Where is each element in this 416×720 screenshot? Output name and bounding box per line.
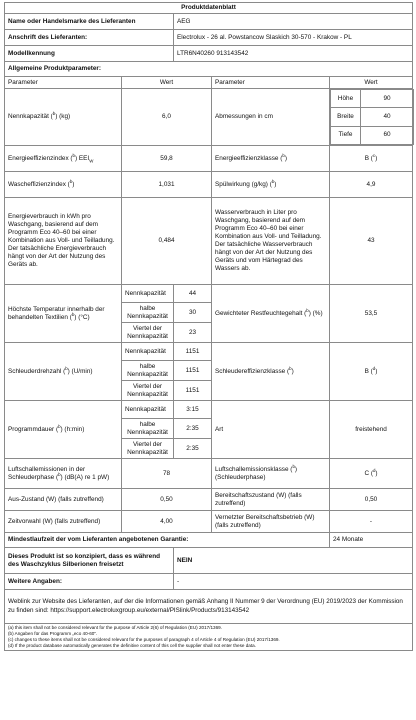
load-label-half: halbe Nennkapazität (122, 303, 174, 323)
supplier-address-label: Anschrift des Lieferanten: (5, 30, 174, 46)
type-label: Art (212, 401, 330, 459)
col-header-parameter-2: Parameter (212, 77, 330, 89)
dimension-width-label: Breite (331, 108, 361, 126)
col-header-wert: Wert (122, 77, 212, 89)
wash-index-value: 1,031 (122, 172, 212, 198)
energy-class-label: Energieeffizienzklasse ($^b$) (212, 146, 330, 172)
spin-class-value: B ($^d$) (330, 343, 413, 401)
further-info-value: - (174, 574, 413, 590)
col-header-parameter: Parameter (5, 77, 122, 89)
energy-consumption-value: 0,484 (122, 198, 212, 285)
max-temp-label: Höchste Temperatur innerhalb der behandelten Textilien ($^b$) (°C) (5, 285, 122, 343)
footnote-b: (b) Angaben für das Programm „eco 40-60". (8, 630, 98, 636)
networked-standby-label: Vernetzter Bereitschaftsbetrieb (W) (falls zutreffend) (212, 511, 330, 533)
load-label-quarter-2: Viertel der Nennkapazität (122, 381, 174, 401)
load-label-full-2: Nennkapazität (122, 343, 174, 361)
footnote-d: (d) If the product database automatically generates the definitive content of this cell the supplier shall not enter these data. (8, 642, 256, 648)
duration-half: 2:35 (174, 419, 212, 439)
further-info-label: Weitere Angaben: (5, 574, 174, 590)
delay-start-label: Zeitvorwahl (W) (falls zutreffend) (5, 511, 122, 533)
rinse-value: 4,9 (330, 172, 413, 198)
supplier-address-value: Electrolux - 26 al. Powstancow Slaskich 30-570 - Krakow - PL (174, 30, 413, 46)
water-consumption-value: 43 (330, 198, 413, 285)
energy-consumption-label: Energieverbrauch in kWh pro Waschgang, basierend auf dem Programm Eco 40–60 bei einer Kombination aus Voll- und Teilladung. Der tatsächliche Energieverbrauch hängt von der Art der Nutzung des Geräts ab. (5, 198, 122, 285)
load-label-quarter: Viertel der Nennkapazität (122, 323, 174, 343)
capacity-value: 6,0 (122, 89, 212, 146)
model-id-value: LTR6N40260 913143542 (174, 46, 413, 62)
eei-label: Energieeffizienzindex ($^b$) $EEI_W$ (5, 146, 122, 172)
sheet-title: Produktdatenblatt (5, 3, 413, 14)
model-id-label: Modellkennung (5, 46, 174, 62)
moisture-label: Gewichteter Restfeuchtegehalt ($^b$) (%) (212, 285, 330, 343)
off-mode-value: 0,50 (122, 489, 212, 511)
product-sheet-table (4, 2, 413, 651)
spin-speed-full: 1151 (174, 343, 212, 361)
rinse-label: Spülwirkung (g/kg) ($^b$) (212, 172, 330, 198)
spin-speed-quarter: 1151 (174, 381, 212, 401)
supplier-name-label: Name oder Handelsmarke des Lieferanten (5, 14, 174, 30)
noise-label: Luftschallemissionen in der Schleuderphase ($^b$) (dB(A) re 1 pW) (5, 459, 122, 489)
max-temp-quarter: 23 (174, 323, 212, 343)
warranty-label: Mindestlaufzeit der vom Lieferanten angebotenen Garantie: (5, 533, 330, 548)
duration-label: Programmdauer ($^b$) (h:min) (5, 401, 122, 459)
energy-class-value: B ($^c$) (330, 146, 413, 172)
supplier-name-value: AEG (174, 14, 413, 30)
dimension-height-label: Höhe (331, 90, 361, 108)
moisture-value: 53,5 (330, 285, 413, 343)
off-mode-label: Aus-Zustand (W) (falls zutreffend) (5, 489, 122, 511)
delay-start-value: 4,00 (122, 511, 212, 533)
max-temp-half: 30 (174, 303, 212, 323)
dimension-depth-label: Tiefe (331, 126, 361, 144)
noise-class-value: C ($^d$) (330, 459, 413, 489)
wash-index-label: Wascheffizienzindex ($^b$) (5, 172, 122, 198)
noise-class-label: Luftschallemissionsklasse ($^b$) (Schleuderphase) (212, 459, 330, 489)
spin-speed-half: 1151 (174, 361, 212, 381)
silver-ion-label: Dieses Produkt ist so konzipiert, dass es während des Waschzyklus Silberionen freisetzt (5, 548, 174, 574)
dimension-width-value: 40 (361, 108, 414, 126)
weblink-text: Weblink zur Website des Lieferanten, auf der die Informationen gemäß Anhang II Nummer 9 der Verordnung (EU) 2019/2023 der Kommission zu finden sind: https://support.electroluxgroup.eu/external/PISlink/Products/913143542 (5, 590, 413, 624)
dimensions-cell (330, 89, 413, 146)
type-value: freistehend (330, 401, 413, 459)
load-label-quarter-3: Viertel der Nennkapazität (122, 439, 174, 459)
max-temp-full: 44 (174, 285, 212, 303)
dimension-depth-value: 60 (361, 126, 414, 144)
dimensions-label: Abmessungen in cm (212, 89, 330, 146)
footnote-c: (c) changes to these items shall not be considered relevant for the purposes of paragraph 4 of Article 4 of Regulation (EU) 2017/1369. (8, 636, 280, 642)
spin-speed-label: Schleuderdrehzahl ($^b$) (U/min) (5, 343, 122, 401)
duration-quarter: 2:35 (174, 439, 212, 459)
water-consumption-label: Wasserverbrauch in Liter pro Waschgang, basierend auf dem Programm Eco 40–60 bei einer Kombination aus Voll- und Teilladung. Der tatsächliche Wasserverbrauch hängt von der Art der Nutzung des Geräts und vom Härtegrad des Wassers ab. (212, 198, 330, 285)
warranty-value: 24 Monate (330, 533, 413, 548)
general-params-heading: Allgemeine Produktparameter: (5, 62, 413, 77)
networked-standby-value: - (330, 511, 413, 533)
col-header-wert-2: Wert (330, 77, 413, 89)
load-label-full-3: Nennkapazität (122, 401, 174, 419)
spin-class-label: Schleudereffizienzklasse ($^b$) (212, 343, 330, 401)
eei-value: 59,8 (122, 146, 212, 172)
noise-value: 78 (122, 459, 212, 489)
load-label-half-2: halbe Nennkapazität (122, 361, 174, 381)
standby-value: 0,50 (330, 489, 413, 511)
silver-ion-value: NEIN (174, 548, 413, 574)
standby-label: Bereitschaftszustand (W) (falls zutreffend) (212, 489, 330, 511)
capacity-label: Nennkapazität ($^b$) (kg) (5, 89, 122, 146)
footnotes (5, 624, 413, 651)
duration-full: 3:15 (174, 401, 212, 419)
dimension-height-value: 90 (361, 90, 414, 108)
load-label-full: Nennkapazität (122, 285, 174, 303)
load-label-half-3: halbe Nennkapazität (122, 419, 174, 439)
footnote-a: (a) this item shall not be considered relevant for the purpose of Article 2(6) of Regulation (EU) 2017/1369. (8, 625, 222, 630)
